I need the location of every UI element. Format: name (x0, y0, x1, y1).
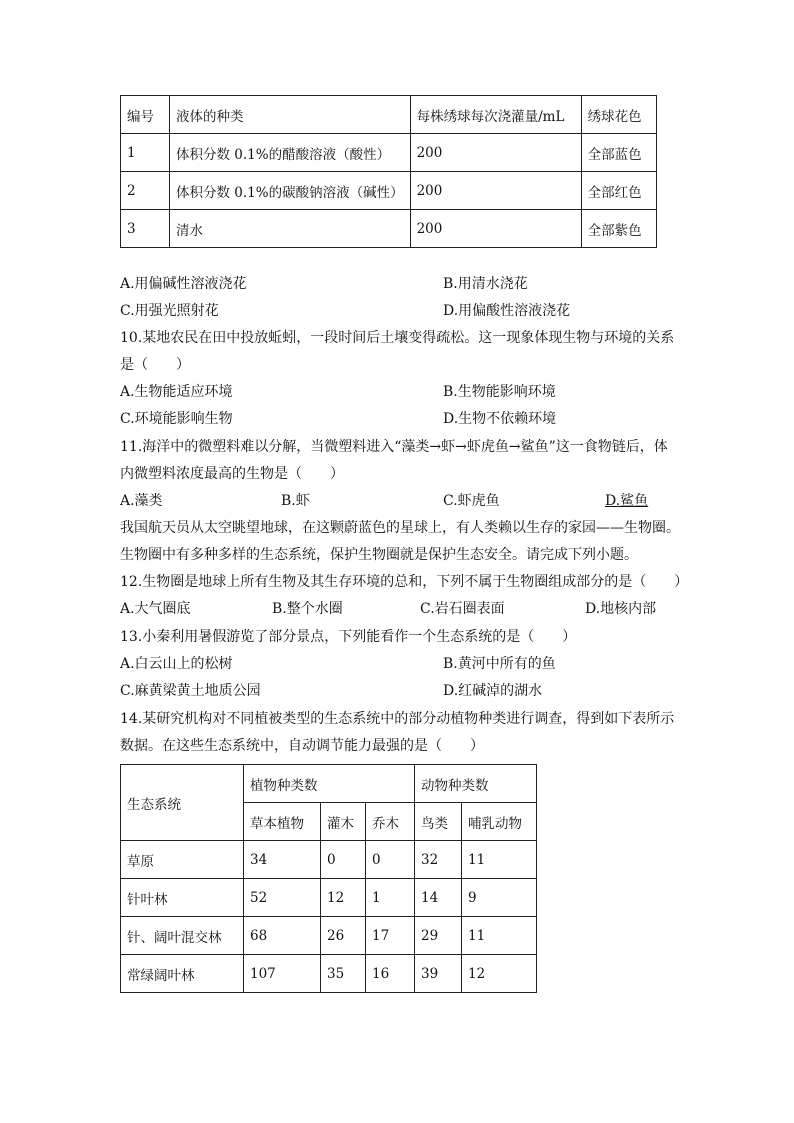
table-group-header: 植物种类数 (244, 765, 415, 803)
table-cell: 34 (244, 841, 321, 879)
table-cell: 草原 (121, 841, 244, 879)
table-cell: 3 (121, 210, 170, 248)
q9-option-c: C.用强光照射花 (120, 303, 219, 319)
q11-option-c: C.虾虎鱼 (443, 493, 500, 509)
q9-option-b: B.用清水浇花 (443, 276, 528, 292)
table-row (121, 134, 657, 172)
table-cell: 体积分数 0.1%的碳酸钠溶液（碱性） (170, 172, 411, 210)
q10-option-d: D.生物不依赖环境 (443, 411, 557, 427)
table-cell: 9 (462, 879, 537, 917)
table-cell: 2 (121, 172, 170, 210)
table-cell: 针、阔叶混交林 (121, 917, 244, 955)
table-cell: 1 (121, 134, 170, 172)
table-cell: 0 (321, 841, 366, 879)
q10-option-b: B.生物能影响环境 (443, 384, 556, 400)
q14-stem-cont: 数据。在这些生态系统中，自动调节能力最强的是（ ） (120, 738, 484, 754)
table-header-cell: 乔木 (366, 803, 415, 841)
q14-stem: 14.某研究机构对不同植被类型的生态系统中的部分动植物种类进行调查，得到如下表所示 (120, 711, 675, 727)
table-cell: 200 (410, 134, 581, 172)
intro-paragraph: 我国航天员从太空眺望地球，在这颗蔚蓝色的星球上，有人类赖以生存的家园——生物圈。 (120, 520, 680, 536)
table-cell: 52 (244, 879, 321, 917)
table-cell: 11 (462, 841, 537, 879)
table-row (121, 955, 537, 993)
q11-option-d: D.鲨鱼 (605, 493, 649, 509)
table-cell: 0 (366, 841, 415, 879)
q12-option-a: A.大气圈底 (120, 601, 191, 617)
table-header-row (121, 96, 657, 134)
q13-option-c: C.麻黄梁黄土地质公园 (120, 683, 261, 699)
q12-stem: 12.生物圈是地球上所有生物及其生存环境的总和，下列不属于生物圈组成部分的是（ ） (120, 574, 689, 590)
table-cell: 35 (321, 955, 366, 993)
table-header-cell: 哺乳动物 (462, 803, 537, 841)
table-cell: 全部红色 (581, 172, 656, 210)
table-cell: 12 (462, 955, 537, 993)
q9-option-a: A.用偏碱性溶液浇花 (120, 276, 247, 292)
table-row (121, 210, 657, 248)
table-cell: 68 (244, 917, 321, 955)
table-cell: 16 (366, 955, 415, 993)
q10-stem: 10.某地农民在田中投放蚯蚓，一段时间后土壤变得疏松。这一现象体现生物与环境的关系 (120, 330, 675, 346)
q12-option-c: C.岩石圈表面 (420, 601, 505, 617)
table-cell: 1 (366, 879, 415, 917)
table-header-cell: 灌木 (321, 803, 366, 841)
table-cell: 14 (415, 879, 462, 917)
table-cell: 107 (244, 955, 321, 993)
q10-option-c: C.环境能影响生物 (120, 411, 233, 427)
table-cell: 29 (415, 917, 462, 955)
table-cell: 针叶林 (121, 879, 244, 917)
table-cell: 全部紫色 (581, 210, 656, 248)
table-cell: 26 (321, 917, 366, 955)
table-cell: 常绿阔叶林 (121, 955, 244, 993)
q11-option-b: B.虾 (281, 493, 310, 509)
table-row (121, 841, 537, 879)
table-row (121, 879, 537, 917)
table-cell: 12 (321, 879, 366, 917)
table-cell: 全部蓝色 (581, 134, 656, 172)
q13-option-b: B.黄河中所有的鱼 (443, 656, 556, 672)
q9-option-d: D.用偏酸性溶液浇花 (443, 303, 571, 319)
ecosystem-table (120, 764, 537, 993)
table-cell: 体积分数 0.1%的醋酸溶液（酸性） (170, 134, 411, 172)
q13-option-a: A.白云山上的松树 (120, 656, 233, 672)
table-group-header: 动物种类数 (415, 765, 537, 803)
table-header-cell: 每株绣球每次浇灌量/mL (410, 96, 581, 134)
table-header-cell: 生态系统 (121, 765, 244, 841)
q12-option-d: D.地核内部 (585, 601, 657, 617)
table-header-cell: 草本植物 (244, 803, 321, 841)
intro-paragraph-cont: 生物圈中有多种多样的生态系统，保护生物圈就是保护生态安全。请完成下列小题。 (120, 547, 638, 563)
q11-option-a: A.藻类 (120, 493, 163, 509)
q13-option-d: D.红碱淖的湖水 (443, 683, 543, 699)
q12-option-b: B.整个水圈 (272, 601, 343, 617)
table-row (121, 172, 657, 210)
table-cell: 32 (415, 841, 462, 879)
table-header-cell: 编号 (121, 96, 170, 134)
table-row (121, 917, 537, 955)
table-header-row (121, 765, 537, 803)
q11-stem-cont: 内微塑料浓度最高的生物是（ ） (120, 466, 344, 482)
table-header-cell: 鸟类 (415, 803, 462, 841)
q10-option-a: A.生物能适应环境 (120, 384, 233, 400)
q11-stem: 11.海洋中的微塑料难以分解，当微塑料进入“藻类→虾→虾虎鱼→鲨鱼”这一食物链后，体 (120, 439, 668, 455)
table-cell: 200 (410, 210, 581, 248)
table-cell: 11 (462, 917, 537, 955)
table-cell: 清水 (170, 210, 411, 248)
experiment-table (120, 95, 657, 248)
table-cell: 39 (415, 955, 462, 993)
table-header-cell: 液体的种类 (170, 96, 411, 134)
q13-stem: 13.小秦利用暑假游览了部分景点，下列能看作一个生态系统的是（ ） (120, 629, 577, 645)
table-cell: 200 (410, 172, 581, 210)
q10-stem-cont: 是（ ） (120, 357, 190, 373)
table-header-cell: 绣球花色 (581, 96, 656, 134)
table-cell: 17 (366, 917, 415, 955)
